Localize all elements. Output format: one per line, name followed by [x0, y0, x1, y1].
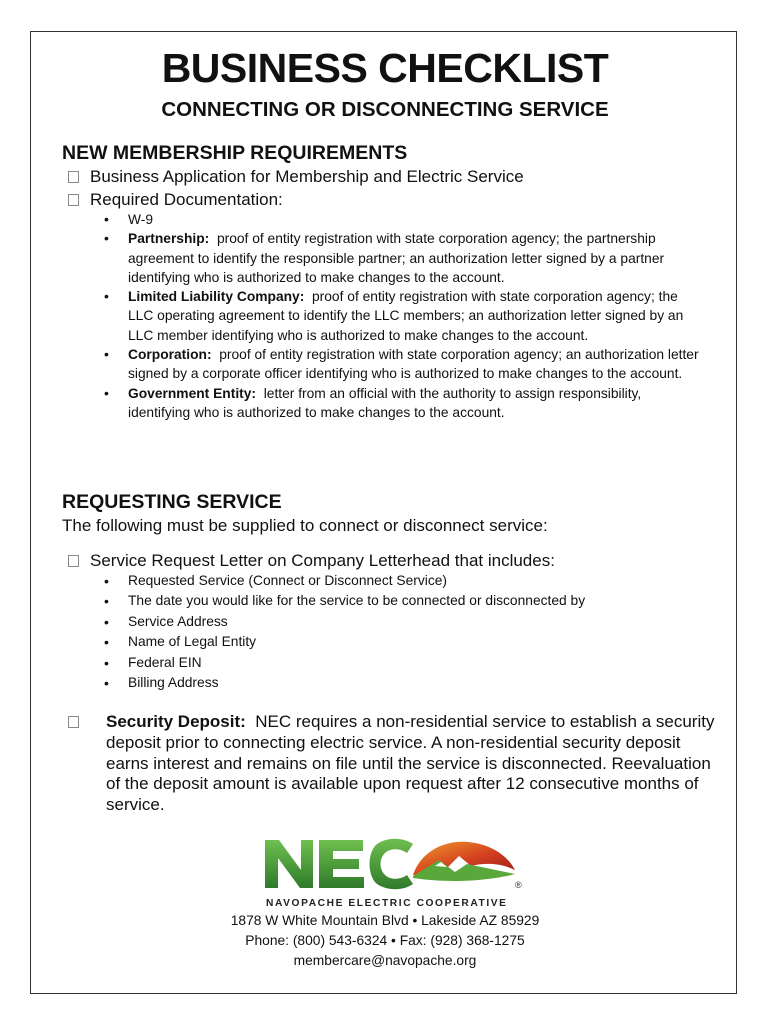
list-item: [104, 345, 704, 384]
checkbox-item-application: [68, 166, 524, 188]
page-title: BUSINESS CHECKLIST: [161, 45, 609, 91]
list-item-label: Corporation:: [128, 347, 212, 363]
nec-logo: [263, 830, 523, 912]
list-item: [104, 384, 704, 423]
list-item-text: letter from an official with the authority to assign responsibility, identifying who is authorized to make changes to the account.: [128, 385, 642, 420]
deposit-text: NEC requires a non-residential service to establish a security deposit prior to connecting electric service. A non-residential security deposit earns interest and remains on file until the service is disconnected. Reevaluation of the deposit amount is available upon request after 12 consecutive months of service.: [106, 712, 715, 815]
footer-email: membercare@navopache.org: [293, 953, 477, 968]
checkbox-label: Business Application for Membership and Electric Service: [90, 167, 524, 186]
request-letter-list: [104, 571, 704, 693]
deposit-label: Security Deposit:: [106, 712, 246, 731]
checkbox-icon: [68, 716, 79, 728]
page-subtitle: CONNECTING OR DISCONNECTING SERVICE: [161, 98, 609, 121]
list-item-label: Partnership:: [128, 231, 210, 247]
list-item: [104, 210, 704, 229]
list-item-text: proof of entity registration with state corporation agency; an authorization letter signed by a corporate officer identifying who is authorized to make changes to the account.: [128, 347, 699, 382]
list-item-label: Limited Liability Company:: [128, 289, 305, 305]
list-item: • Federal EIN: [104, 653, 704, 673]
checkbox-label: Service Request Letter on Company Letterhead that includes:: [90, 551, 555, 570]
checkbox-label: Required Documentation:: [90, 190, 283, 209]
footer-address: 1878 W White Mountain Blvd • Lakeside AZ 85929: [230, 913, 540, 928]
list-item-text: proof of entity registration with state corporation agency; the LLC operating agreement to identify the LLC members; an authorization letter signed by an LLC member identifying who is authorized to make changes to the account.: [128, 289, 684, 343]
requesting-intro: The following must be supplied to connect or disconnect service:: [62, 516, 548, 535]
list-item-text: W-9: [128, 212, 154, 227]
footer-phone: Phone: (800) 543-6324 • Fax: (928) 368-1275: [245, 933, 525, 948]
checkbox-icon: [68, 555, 79, 567]
list-item: • Service Address: [104, 612, 704, 632]
list-item: • The date you would like for the service to be connected or disconnected by: [104, 591, 704, 611]
checkbox-item-documentation: [68, 189, 283, 211]
documentation-list: [104, 210, 704, 422]
registered-mark: ®: [515, 880, 522, 890]
list-item-text: proof of entity registration with state corporation agency; the partnership agreement to identify the responsible partner; an authorization letter signed by a partner identifying who is authorized to make changes to the account.: [128, 231, 665, 285]
list-item: [104, 287, 704, 345]
list-item: • Billing Address: [104, 673, 704, 693]
list-item-label: Government Entity:: [128, 385, 257, 401]
checkbox-item-request-letter: [68, 550, 555, 572]
list-item: [104, 229, 704, 287]
checkbox-icon: [68, 171, 79, 183]
list-item: • Requested Service (Connect or Disconnect Service): [104, 571, 704, 591]
membership-heading: NEW MEMBERSHIP REQUIREMENTS: [62, 142, 408, 164]
requesting-heading: REQUESTING SERVICE: [62, 491, 282, 513]
nec-logo-graphic: [263, 830, 523, 912]
checkbox-icon: [68, 194, 79, 206]
list-item: • Name of Legal Entity: [104, 632, 704, 652]
logo-company-name: NAVOPACHE ELECTRIC COOPERATIVE: [266, 898, 508, 909]
